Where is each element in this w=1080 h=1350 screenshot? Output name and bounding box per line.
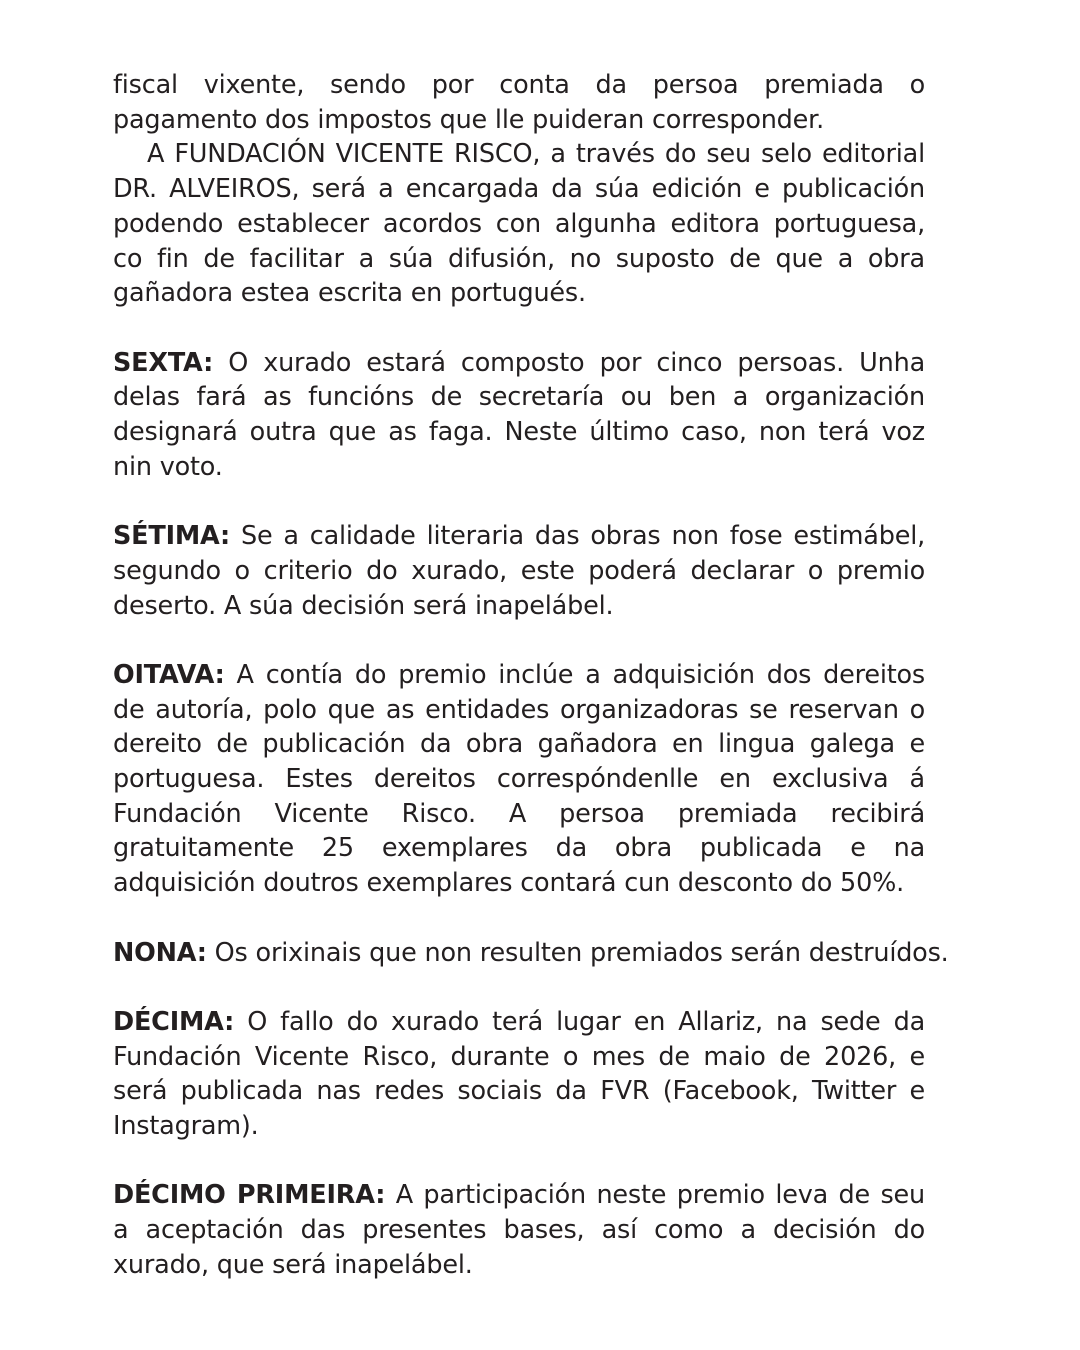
clause-decimo-primeira-label: DÉCIMO PRIMEIRA: (113, 1180, 386, 1211)
clause-sexta-text: O xurado estará composto por cinco persoas. Unha delas fará as funcións de secretaría ou ben a organización designará outra que as faga. Neste último caso, non terá voz nin voto. (113, 347, 925, 482)
clause-sexta (113, 346, 925, 485)
document-page (113, 68, 949, 1283)
clause-setima (113, 519, 925, 623)
clause-decima (113, 1005, 925, 1144)
clause-setima-label: SÉTIMA: (113, 521, 231, 552)
intro-paragraph-continuation: fiscal vixente, sendo por conta da persoa premiada o pagamento dos impostos que lle puideran corresponder. (113, 70, 925, 135)
clause-decimo-primeira (113, 1178, 925, 1282)
clause-decima-text: O fallo do xurado terá lugar en Allariz, na sede da Fundación Vicente Risco, durante o mes de maio de 2026, e será publicada nas redes sociais da FVR (Facebook, Twitter e Instagram). (113, 1006, 925, 1142)
clause-oitava (113, 658, 925, 901)
clause-decima-label: DÉCIMA: (113, 1006, 235, 1037)
clause-oitava-text: A contía do premio inclúe a adquisición dos dereitos de autoría, polo que as entidades organizadoras se reservan o dereito de publicación da obra gañadora en lingua galega e portuguesa. Estes dereitos correspóndenlle en exclusiva á Fundación Vicente Risco. A persoa premiada recibirá gratuitamente 25 exemplares da obra publicada e na adquisición doutros exemplares contará cun desconto do 50%. (113, 659, 925, 899)
clause-sexta-label: SEXTA: (113, 347, 214, 378)
clause-nona-text: Os orixinais que non resulten premiados serán destruídos. (206, 937, 949, 968)
clause-nona-label: NONA: (113, 937, 207, 968)
clause-oitava-label: OITAVA: (113, 659, 225, 690)
clause-setima-text: Se a calidade literaria das obras non fose estimábel, segundo o criterio do xurado, este poderá declarar o premio deserto. A súa decisión será inapelábel. (113, 521, 925, 621)
clause-nona (113, 936, 949, 971)
clause-decimo-primeira-text: A participación neste premio leva de seu a aceptación das presentes bases, así como a decisión do xurado, que será inapelábel. (113, 1180, 926, 1280)
intro-paragraph-fundacion: A FUNDACIÓN VICENTE RISCO, a través do seu selo editorial DR. ALVEIROS, será a encargada da súa edición e publicación podendo establecer acordos con algunha editora portuguesa, co fin de facilitar a súa difusión, no suposto de que a obra gañadora estea escrita en portugués. (113, 139, 925, 309)
